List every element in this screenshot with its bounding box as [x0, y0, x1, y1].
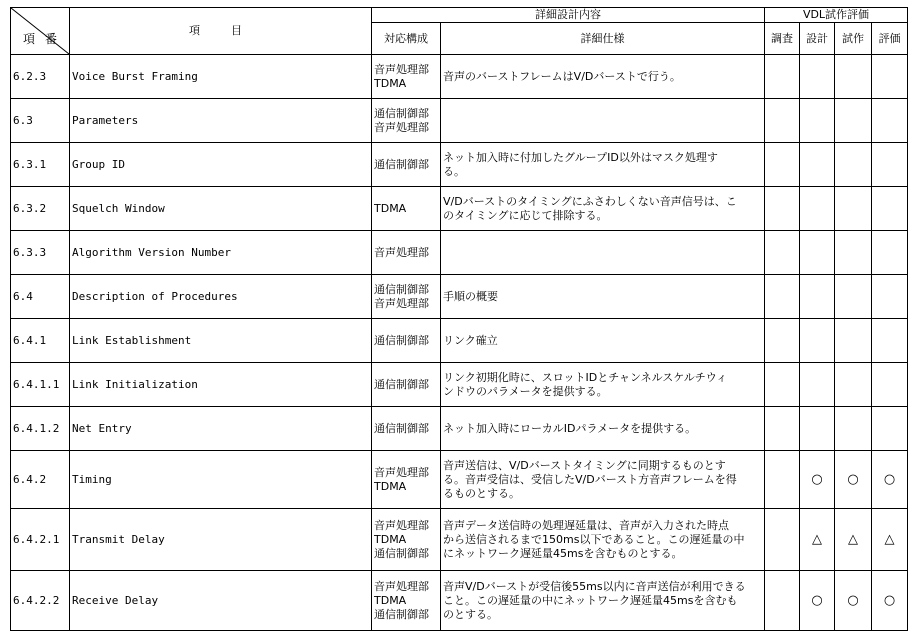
item-name: Group ID [70, 143, 372, 187]
survey-header: 調査 [765, 23, 800, 55]
survey-cell [765, 407, 800, 451]
evaluation-header: 評価 [872, 23, 908, 55]
survey-cell [765, 143, 800, 187]
table-row [11, 99, 908, 143]
spec-cell: V/Dバーストのタイミングにふさわしくない音声信号は、こ のタイミングに応じて排除する。 [441, 187, 765, 231]
table-row [11, 275, 908, 319]
design-cell [800, 363, 835, 407]
spec-cell: 音声送信は、V/Dバーストタイミングに同期するものとす る。音声受信は、受信したV/Dバースト方音声フレームを得 るものとする。 [441, 451, 765, 509]
prototype-header: 試作 [835, 23, 872, 55]
table-row [11, 509, 908, 571]
survey-cell [765, 451, 800, 509]
survey-cell [765, 319, 800, 363]
evaluation-cell [872, 407, 908, 451]
component-cell: 音声処理部 TDMA [372, 451, 441, 509]
component-cell: 通信制御部 [372, 407, 441, 451]
component-cell: TDMA [372, 187, 441, 231]
number-header-a: 項 [23, 32, 36, 46]
prototype-cell: △ [835, 509, 872, 571]
evaluation-cell [872, 363, 908, 407]
item-number: 6.4.1 [11, 319, 70, 363]
table-row [11, 571, 908, 631]
item-number: 6.4 [11, 275, 70, 319]
spec-cell: ネット加入時に付加したグループID以外はマスク処理す る。 [441, 143, 765, 187]
spec-cell: ネット加入時にローカルIDパラメータを提供する。 [441, 407, 765, 451]
component-cell: 音声処理部 TDMA 通信制御部 [372, 571, 441, 631]
component-cell: 音声処理部 [372, 231, 441, 275]
survey-cell [765, 55, 800, 99]
spec-cell: 音声V/Dバーストが受信後55ms以内に音声送信が利用できる こと。この遅延量の中にネットワーク遅延量45msを含むも のとする。 [441, 571, 765, 631]
item-number: 6.4.2.2 [11, 571, 70, 631]
component-header: 対応構成 [372, 23, 441, 55]
evaluation-cell [872, 275, 908, 319]
number-header [11, 8, 70, 55]
item-number: 6.4.1.2 [11, 407, 70, 451]
item-number: 6.4.1.1 [11, 363, 70, 407]
table-row [11, 407, 908, 451]
design-cell [800, 407, 835, 451]
evaluation-cell: ○ [872, 451, 908, 509]
vdl-eval-group-header: VDL試作評価 [765, 8, 908, 23]
design-cell: ○ [800, 451, 835, 509]
table-row [11, 187, 908, 231]
spec-cell: リンク初期化時に、スロットIDとチャンネルスケルチウィ ンドウのパラメータを提供する。 [441, 363, 765, 407]
item-name: Squelch Window [70, 187, 372, 231]
item-name: Description of Procedures [70, 275, 372, 319]
diagonal-line [11, 8, 69, 54]
spec-header: 詳細仕様 [441, 23, 765, 55]
item-name: Transmit Delay [70, 509, 372, 571]
spec-cell: 音声のバーストフレームはV/Dバーストで行う。 [441, 55, 765, 99]
item-name: Receive Delay [70, 571, 372, 631]
evaluation-cell [872, 319, 908, 363]
prototype-cell [835, 187, 872, 231]
component-cell: 音声処理部 TDMA [372, 55, 441, 99]
design-cell [800, 231, 835, 275]
component-cell: 通信制御部 [372, 363, 441, 407]
spec-cell: 手順の概要 [441, 275, 765, 319]
item-header: 項 目 [70, 8, 372, 55]
item-name: Parameters [70, 99, 372, 143]
prototype-cell [835, 275, 872, 319]
item-number: 6.3.1 [11, 143, 70, 187]
prototype-cell [835, 231, 872, 275]
evaluation-cell [872, 55, 908, 99]
prototype-cell: ○ [835, 571, 872, 631]
prototype-cell [835, 99, 872, 143]
table-row [11, 55, 908, 99]
prototype-cell [835, 55, 872, 99]
design-cell [800, 275, 835, 319]
design-cell [800, 55, 835, 99]
component-cell: 音声処理部 TDMA 通信制御部 [372, 509, 441, 571]
design-cell: △ [800, 509, 835, 571]
survey-cell [765, 231, 800, 275]
survey-cell [765, 571, 800, 631]
survey-cell [765, 99, 800, 143]
evaluation-cell [872, 187, 908, 231]
item-name: Link Initialization [70, 363, 372, 407]
component-cell: 通信制御部 音声処理部 [372, 99, 441, 143]
prototype-cell [835, 319, 872, 363]
item-name: Link Establishment [70, 319, 372, 363]
table-row [11, 231, 908, 275]
prototype-cell: ○ [835, 451, 872, 509]
evaluation-cell: ○ [872, 571, 908, 631]
component-cell: 通信制御部 [372, 319, 441, 363]
table-row [11, 451, 908, 509]
item-number: 6.4.2.1 [11, 509, 70, 571]
design-cell [800, 143, 835, 187]
survey-cell [765, 187, 800, 231]
survey-cell [765, 363, 800, 407]
evaluation-cell [872, 231, 908, 275]
item-number: 6.3 [11, 99, 70, 143]
spec-cell [441, 99, 765, 143]
design-cell [800, 187, 835, 231]
table-row [11, 143, 908, 187]
item-name: Timing [70, 451, 372, 509]
survey-cell [765, 275, 800, 319]
item-name: Voice Burst Framing [70, 55, 372, 99]
item-name: Algorithm Version Number [70, 231, 372, 275]
design-cell: ○ [800, 571, 835, 631]
prototype-cell [835, 363, 872, 407]
item-name: Net Entry [70, 407, 372, 451]
survey-cell [765, 509, 800, 571]
spec-sheet [10, 7, 908, 631]
spec-cell: リンク確立 [441, 319, 765, 363]
detail-design-group-header: 詳細設計内容 [372, 8, 765, 23]
table-row [11, 363, 908, 407]
item-number: 6.3.2 [11, 187, 70, 231]
evaluation-cell [872, 143, 908, 187]
design-cell [800, 99, 835, 143]
number-header-b: 番 [44, 32, 57, 46]
detail-design-table [10, 7, 908, 631]
design-cell [800, 319, 835, 363]
item-number: 6.4.2 [11, 451, 70, 509]
item-number: 6.3.3 [11, 231, 70, 275]
item-number: 6.2.3 [11, 55, 70, 99]
prototype-cell [835, 143, 872, 187]
prototype-cell [835, 407, 872, 451]
evaluation-cell [872, 99, 908, 143]
evaluation-cell: △ [872, 509, 908, 571]
spec-cell: 音声データ送信時の処理遅延量は、音声が入力された時点 から送信されるまで150ms以下であること。この遅延量の中 にネットワーク遅延量45msを含むものとする。 [441, 509, 765, 571]
component-cell: 通信制御部 音声処理部 [372, 275, 441, 319]
spec-cell [441, 231, 765, 275]
component-cell: 通信制御部 [372, 143, 441, 187]
design-header: 設計 [800, 23, 835, 55]
table-row [11, 319, 908, 363]
